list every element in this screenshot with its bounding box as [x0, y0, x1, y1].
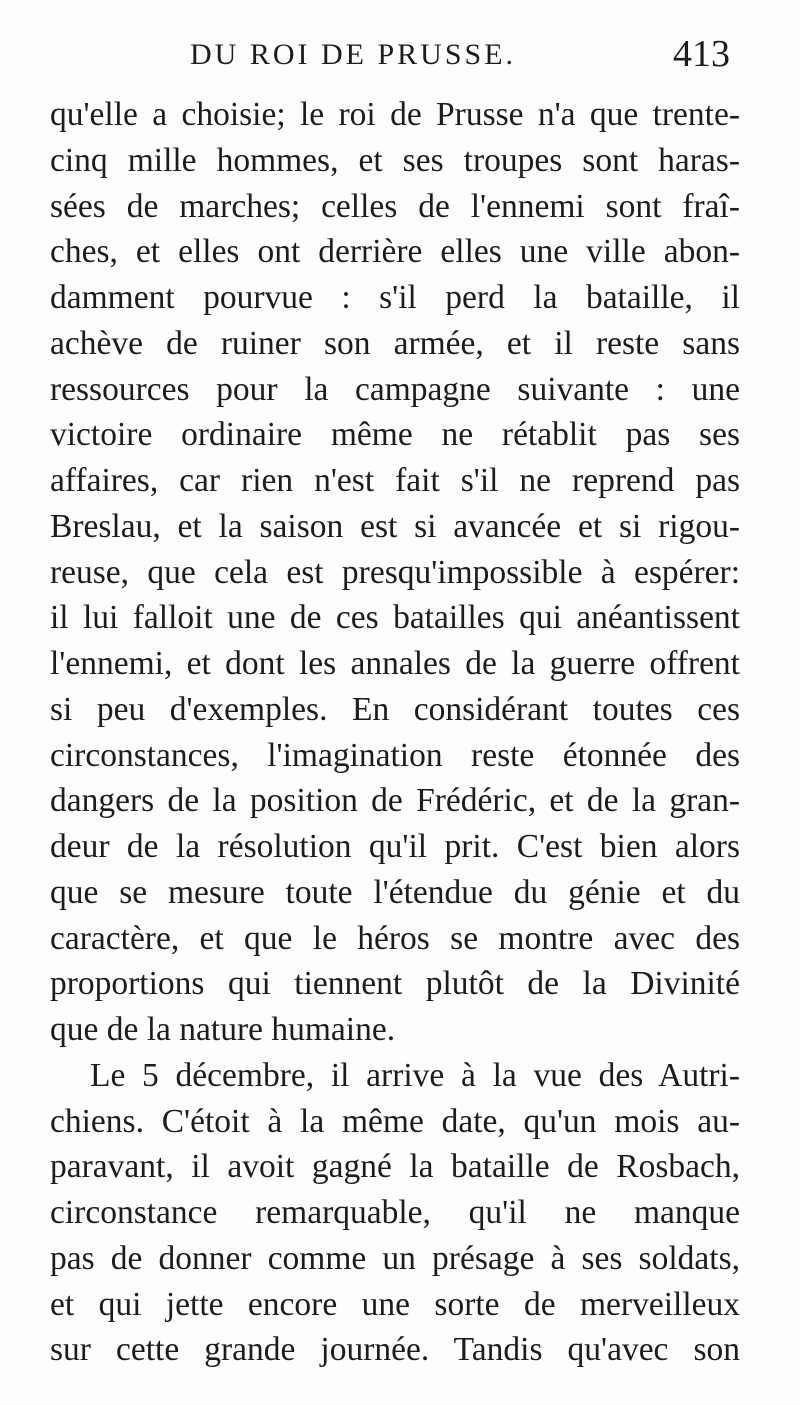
- paragraph-first-line: Le 5 décembre, il arrive à la vue des Autri-: [90, 1056, 740, 1094]
- text-line: affaires, car rien n'est fait s'il ne reprend pas: [50, 462, 740, 499]
- paragraph-last-line: que de la nature humaine.: [50, 1011, 396, 1048]
- text-line: ches, et elles ont derrière elles une ville abon-: [50, 233, 740, 271]
- text-line: Breslau, et la saison est si avancée et si rigou-: [50, 507, 740, 545]
- text-line: cinq mille hommes, et ses troupes sont haras-: [50, 141, 740, 179]
- running-head: DU ROI DE PRUSSE.: [190, 38, 517, 71]
- text-line: proportions qui tiennent plutôt de la Divinité: [50, 965, 740, 1003]
- page-number: 413: [673, 33, 730, 75]
- text-line: dangers de la position de Frédéric, et de la gran-: [50, 782, 740, 820]
- text-line: sur cette grande journée. Tandis qu'avec son: [50, 1331, 740, 1369]
- text-line: reuse, que cela est presqu'impossible à espérer:: [50, 553, 740, 591]
- text-line: circonstances, l'imagination reste étonnée des: [50, 736, 740, 774]
- text-line: sées de marches; celles de l'ennemi sont fraî-: [50, 187, 740, 225]
- text-line: achève de ruiner son armée, et il reste sans: [50, 324, 740, 362]
- page-header: [0, 30, 800, 90]
- text-line: et qui jette encore une sorte de merveilleux: [50, 1285, 740, 1323]
- text-line: pas de donner comme un présage à ses soldats,: [50, 1239, 740, 1277]
- text-line: paravant, il avoit gagné la bataille de Rosbach,: [50, 1148, 740, 1186]
- text-line: il lui falloit une de ces batailles qui anéantissent: [50, 599, 740, 637]
- text-line: deur de la résolution qu'il prit. C'est bien alors: [50, 828, 740, 865]
- text-line: caractère, et que le héros se montre avec des: [50, 919, 740, 957]
- text-line: victoire ordinaire même ne rétablit pas ses: [50, 416, 740, 454]
- text-line: l'ennemi, et dont les annales de la guerre offrent: [50, 645, 740, 682]
- text-line: damment pourvue : s'il perd la bataille, il: [50, 279, 740, 316]
- text-line: qu'elle a choisie; le roi de Prusse n'a que trente-: [50, 96, 740, 133]
- body-text: [50, 92, 740, 1373]
- text-line: que se mesure toute l'étendue du génie et du: [50, 873, 740, 911]
- text-line: chiens. C'étoit à la même date, qu'un mois au-: [50, 1102, 740, 1140]
- text-line: si peu d'exemples. En considérant toutes ces: [50, 690, 740, 728]
- text-line: ressources pour la campagne suivante : une: [50, 370, 740, 408]
- text-line: circonstance remarquable, qu'il ne manque: [50, 1194, 740, 1231]
